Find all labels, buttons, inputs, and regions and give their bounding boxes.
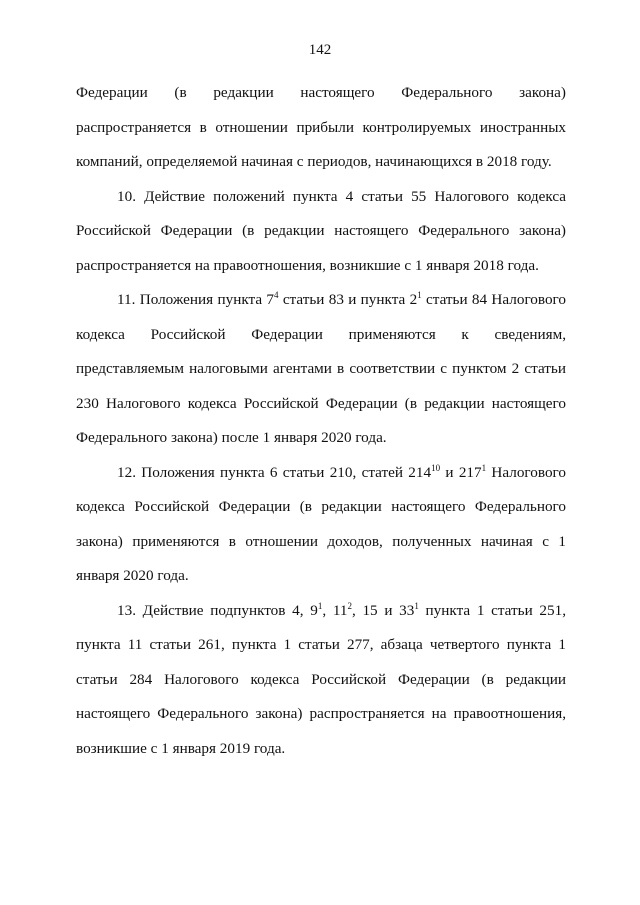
superscript-index: 1: [481, 462, 487, 473]
superscript-index: 10: [431, 462, 441, 473]
superscript-index: 1: [414, 600, 419, 611]
paragraph-text: 11. Положения пункта 7: [117, 291, 274, 308]
paragraph-text: , 15 и 33: [351, 601, 415, 619]
paragraph-text: 10. Действие положений пункта 4 статьи 55 Налогового кодекса Российской Федерации (в редакции настоящего Федерального закона) распространяется на правоотношения, возникшие с 1 января 2018 года.: [76, 187, 566, 274]
superscript-index: 1: [417, 290, 422, 300]
paragraph-text: и 217: [440, 463, 482, 481]
superscript-index: 4: [274, 290, 279, 300]
paragraph-text: 12. Положения пункта 6 статьи 210, статей 214: [117, 463, 432, 481]
paragraph-text: 13. Действие подпунктов 4, 9: [117, 601, 318, 619]
paragraph-item-12: [76, 456, 566, 594]
paragraph-text: статьи 84 Налогового кодекса Российской Федерации применяются к сведениям, представляемым налоговыми агентами в соответствии с пунктом 2 статьи 230 Налогового кодекса Российской Федерации (в редакции настоящего Федерального закона) после 1 января 2020 года.: [76, 291, 566, 446]
paragraph-text: Налогового кодекса Российской Федерации (в редакции настоящего Федерального закона) применяются в отношении доходов, полученных начиная с 1 января 2020 года.: [76, 463, 566, 584]
paragraph-text: Федерации (в редакции настоящего Федерального закона) распространяется в отношении прибыли контролируемых иностранных компаний, определяемой начиная с периодов, начинающихся в 2018 году.: [76, 84, 566, 170]
paragraph-text: статьи 83 и пункта 2: [278, 291, 418, 308]
superscript-index: 2: [347, 600, 352, 611]
paragraph-continuation: [76, 76, 566, 180]
paragraph-item-11: [76, 283, 566, 456]
document-body: [76, 76, 566, 766]
paragraph-text: , 11: [322, 601, 348, 619]
page-number: 142: [308, 42, 332, 58]
paragraph-item-10: [76, 180, 566, 284]
superscript-index: 1: [317, 600, 323, 611]
paragraph-text: пункта 1 статьи 251, пункта 11 статьи 261, пункта 1 статьи 277, абзаца четвертого пункта 1 статьи 284 Налогового кодекса Российской Федерации (в редакции настоящего Федерального закона) распространяется на правоотношения, возникшие с 1 января 2019 года.: [76, 601, 566, 757]
paragraph-item-13: [76, 594, 566, 767]
